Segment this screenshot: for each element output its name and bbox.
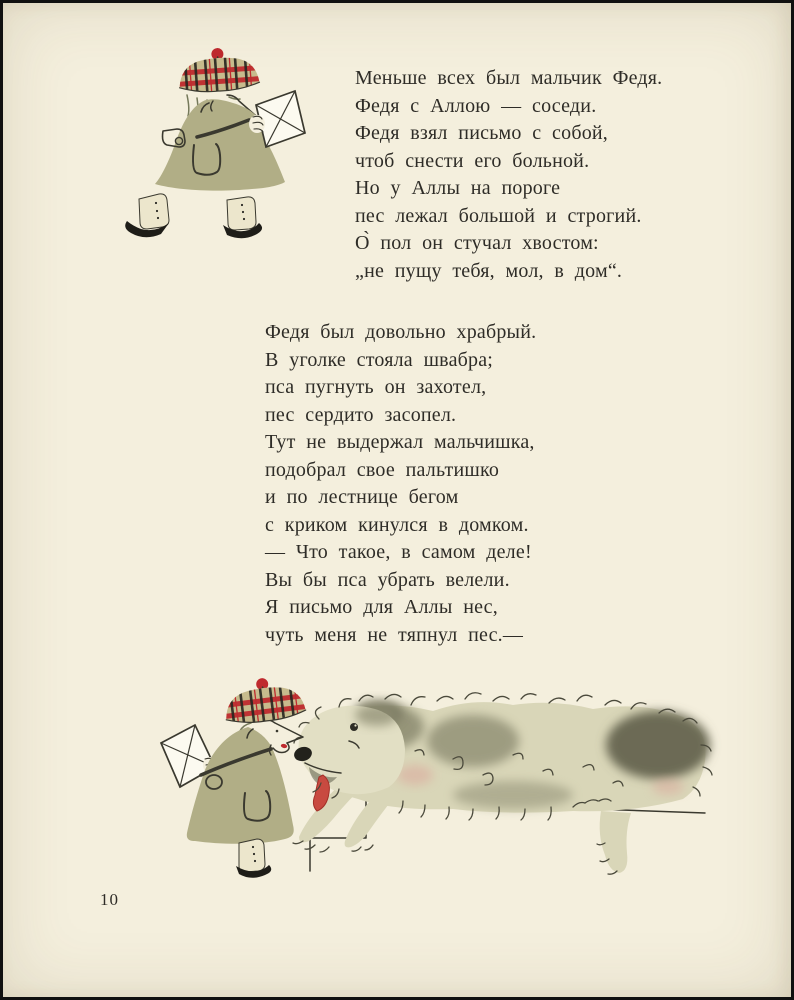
- poem-line: подобрал свое пальтишко: [265, 458, 500, 481]
- poem-line: О̀ пол он стучал хвостом:: [355, 232, 599, 254]
- dog-eye: [350, 723, 358, 731]
- poem-line: и по лестнице бегом: [265, 486, 459, 508]
- left-boot: [125, 194, 169, 237]
- poem-line: чтоб снести его больной.: [355, 149, 590, 172]
- poem-line: Меньше всех был мальчик Федя.: [355, 67, 663, 89]
- poem-line: с криком кинулся в домком.: [265, 513, 529, 536]
- poem-line: чуть меня не тяпнул пес.—: [265, 623, 524, 646]
- poem-line: пес сердито засопел.: [265, 403, 457, 426]
- boy-figure: [161, 675, 309, 878]
- boy-figure: [125, 45, 305, 238]
- poem-stanza-2: [265, 319, 536, 649]
- poem-line: Но у Аллы на пороге: [355, 177, 561, 199]
- poem-line: Вы бы пса убрать велели.: [265, 568, 510, 591]
- illustration-boy-and-dog: [153, 675, 775, 907]
- poem-line: Федя с Аллою — соседи.: [355, 94, 597, 117]
- poem-stanza-1: [355, 65, 662, 285]
- right-boot: [223, 197, 262, 238]
- poem-line: Тут не выдержал мальчишка,: [265, 431, 535, 453]
- page-number: 10: [100, 890, 119, 909]
- poem-line: пса пугнуть он захотел,: [265, 376, 487, 398]
- boy-boot: [236, 839, 271, 878]
- boy-hand: [249, 115, 265, 133]
- poem-line: Я письмо для Аллы нес,: [265, 596, 498, 618]
- poem-line: пес лежал большой и строгий.: [355, 204, 642, 227]
- poem-line: — Что такое, в самом деле!: [265, 541, 532, 563]
- poem-line: „не пущу тебя, мол, в дом“.: [355, 259, 623, 282]
- dog-figure: [292, 693, 712, 874]
- poem-line: В уголке стояла швабра;: [265, 348, 494, 371]
- illustration-boy-with-letter: [109, 45, 327, 257]
- poem-line: Федя взял письмо с собой,: [355, 122, 609, 144]
- poem-line: Федя был довольно храбрый.: [265, 321, 537, 343]
